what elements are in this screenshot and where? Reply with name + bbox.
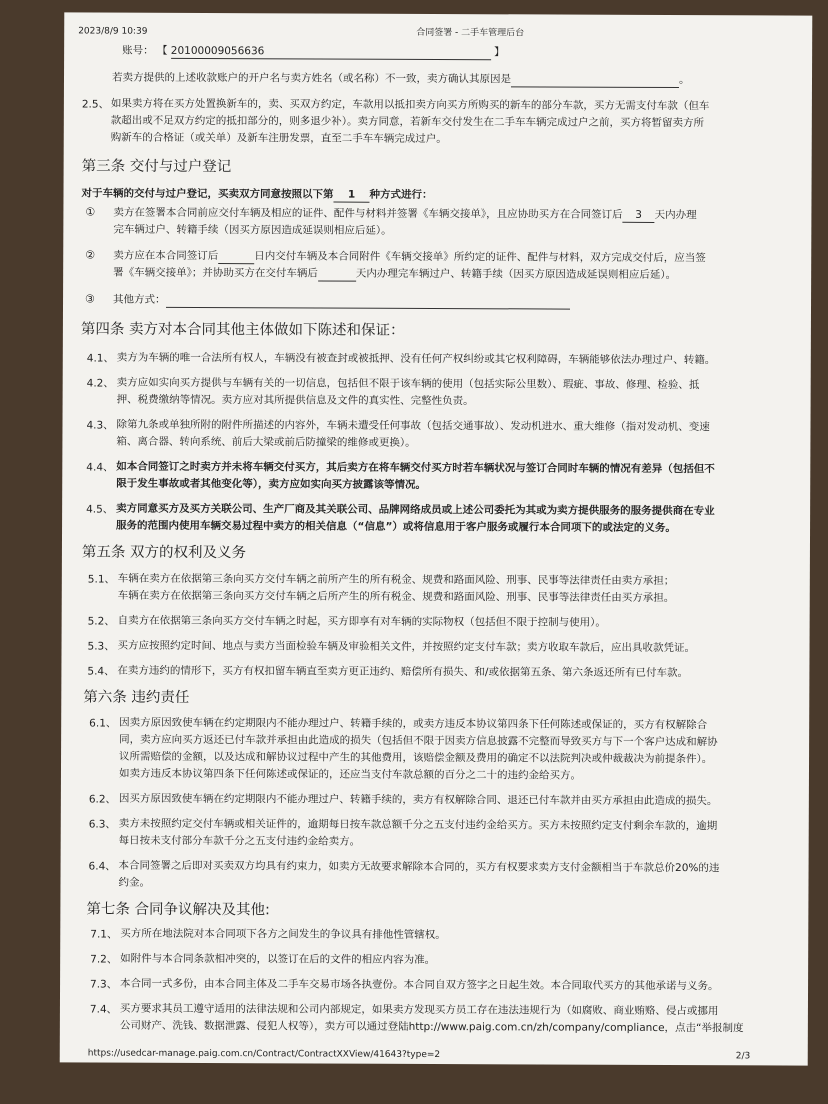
- clause-text: 因卖方原因致使车辆在约定期限内不能办理过户、转籍手续的，或卖方违反本协议第四条下任何陈述或保证的，买方有权解除合: [119, 716, 708, 732]
- clause-text: 箱、离合器、转向系统、前后大梁或前后防撞梁的维修或更换）。: [116, 435, 416, 449]
- page-header-title: 合同签署 - 二手车管理后台: [416, 27, 525, 39]
- option-marker: ②: [85, 248, 96, 262]
- clause-text: 卖方为车辆的唯一合法所有权人，车辆没有被查封或被抵押、没有任何产权纠纷或其它权利障碍，车辆能够依法办理过户、转籍。: [116, 351, 716, 367]
- clause-text: 自卖方在依据第三条向买方交付车辆之时起，买方即享有对车辆的实际物权（包括但不限于控制与使用）。: [117, 614, 606, 629]
- account-note-end: 。: [678, 74, 690, 87]
- clause-text: 买方所在地法院对本合同项下各方之间发生的争议具有排他性管辖权。: [120, 927, 446, 942]
- option-3-line: 其他方式：: [113, 293, 570, 310]
- clause-text: 服务的范围内使用车辆交易过程中卖方的相关信息（“信息”）或将信息用于客户服务或履行本合同项下的或法定的义务。: [116, 519, 676, 535]
- contract-page: [60, 12, 813, 1065]
- option-marker: ①: [85, 205, 96, 219]
- section-title: 第五条 双方的权利及义务: [81, 544, 247, 562]
- clause-number: 7.2、: [90, 953, 118, 966]
- clause-text: 本合同签署之后即对买卖双方均具有约束力，如卖方无故要求解除本合同的，买方有权要求卖方支付金额相当于车款总价20%的违: [118, 859, 720, 875]
- clause-text: 如附件与本合同条款相冲突的，以签订在后的文件的相应内容为准。: [120, 952, 436, 967]
- clause-text: 同，卖方应向买方返还已付车款并承担由此造成的损失（包括但不限于因卖方信息披露不完整而导致买方与下一个客户达成和解协: [119, 733, 718, 749]
- clause-text: 买方要求其员工遵守适用的法律法规和公司内部规定，如果卖方发现买方员工存在违法违规行为（如腐败、商业贿赂、侵占或挪用: [119, 1002, 719, 1018]
- handover-days: 3: [623, 208, 655, 223]
- clause-text: 车辆在卖方在依据第三条向买方交付车辆之前所产生的所有税金、规费和路面风险、刑事、民事等法律责任由卖方承担；: [117, 572, 675, 588]
- option-1-line: 卖方在签署本合同前应交付车辆及相应的证件、配件与材料并签署《车辆交接单》，且应协助买方在合同签订后 3 天内办理: [113, 206, 697, 222]
- option-2-line: 卖方应在本合同签订后 日内交付车辆及本合同附件《车辆交接单》所约定的证件、配件与材料，双方完成交付后，应当签: [113, 249, 706, 265]
- section-title: 第七条 合同争议解决及其他:: [86, 901, 270, 919]
- clause-number: 2.5、: [81, 98, 110, 111]
- clause-number: 5.1、: [87, 573, 116, 586]
- account-note: [112, 71, 690, 89]
- clause-text: 约金。: [118, 876, 151, 889]
- clause-number: 6.3、: [88, 818, 116, 831]
- clause-text: 如果卖方将在买方处置换新车的，卖、买双方约定，车款用以抵扣卖方向买方所购买的新车的部分车款，买方无需支付车款（但车: [110, 97, 710, 113]
- clause-text: 本合同一式多份，由本合同主体及二手车交易市场各执壹份。本合同自双方签字之日起生效。本合同取代买方的其他承诺与义务。: [120, 977, 719, 993]
- option-2-line-2: 署《车辆交接单》；并协助买方在交付车辆后 天内办理完车辆过户、转籍手续（因买方原因造成延误则相应后延）。: [113, 266, 677, 282]
- clause-number: 4.3、: [86, 419, 114, 432]
- clause-number: 5.3、: [87, 640, 115, 653]
- method-choice: 1: [333, 188, 369, 203]
- account-number: 20100009056636: [171, 44, 491, 60]
- clause-number: 4.1、: [86, 352, 115, 365]
- section-title: 第四条 卖方对本合同其他主体做如下陈述和保证：: [80, 321, 405, 339]
- clause-text: 买方应按照约定时间、地点与卖方当面检验车辆及审验相关文件，并按照约定支付车款；卖方收取车款后，应出具收款凭证。: [117, 639, 696, 655]
- clause-text: 除第九条或单独所附的附件所描述的内容外，车辆未遭受任何事故（包括交通事故）、发动机进水、重大维修（指对发动机、变速: [116, 418, 710, 434]
- clause-text: 购新车的合格证（或关单）及新车注册发票，直至二手车车辆完成过户。: [110, 131, 447, 146]
- clause-number: 5.2、: [87, 615, 115, 628]
- page-url: https://usedcar-manage.paig.com.cn/Contract/ContractXXView/41643?type=2: [87, 1048, 441, 1061]
- section3-intro: 对于车辆的交付与过户登记，买卖双方同意按照以下第 1 种方式进行：: [81, 187, 433, 201]
- account-left-bracket: 【: [156, 44, 168, 57]
- clause-number: 4.4、: [86, 461, 114, 474]
- clause-text: 公司财产、洗钱、数据泄露、侵犯人权等），卖方可以通过登陆http://www.paig.com.cn/zh/company/compliance，点击“举报制度: [119, 1019, 744, 1035]
- clause-number: 4.2、: [86, 377, 114, 390]
- clause-text: 卖方同意买方及买方关联公司、生产厂商及其关联公司、品牌网络成员或上述公司委托为其或为卖方提供服务的服务提供商在专业: [116, 502, 715, 518]
- clause-text: 如本合同签订之时卖方并未将车辆交付买方，其后卖方在将车辆交付买方时若车辆状况与签订合同时车辆的情况有差异（包括但不: [116, 460, 715, 476]
- account-row: [122, 44, 505, 61]
- clause-text: 款超出或不足双方约定的抵扣部分的，则多退少补）。卖方同意，若新车交付发生在二手车车辆完成过户之前，买方将暂留卖方所: [110, 114, 705, 130]
- clause-text: 卖方应如实向买方提供与车辆有关的一切信息，包括但不限于该车辆的使用（包括实际公里数）、瑕疵、事故、修理、检验、抵: [116, 376, 700, 392]
- clause-number: 7.3、: [90, 978, 118, 991]
- print-date: 2023/8/9 10:39: [78, 26, 148, 37]
- clause-number: 6.4、: [88, 860, 116, 873]
- clause-number: 5.4、: [87, 665, 115, 678]
- account-note-text: 若卖方提供的上述收款账户的开户名与卖方姓名（或名称）不一致，卖方确认其原因是: [111, 71, 512, 86]
- clause-text: 每日按未支付部分车款千分之五支付违约金给卖方。: [118, 834, 361, 848]
- option-1-line-2: 完车辆过户、转籍手续（因买方原因造成延误则相应后延）。: [113, 223, 392, 237]
- clause-text: 在卖方违约的情形下，买方有权扣留车辆直至卖方更正违约、赔偿所有损失、和/或依据第五条、第六条返还所有已付车款。: [117, 664, 688, 680]
- clause-text: 如卖方违反本协议第四条下任何陈述或保证的，还应当支付车款总额的百分之二十的违约金给买方。: [118, 767, 581, 782]
- clause-number: 7.4、: [89, 1003, 118, 1016]
- option-marker: ③: [85, 292, 95, 306]
- clause-text: 因买方原因致使车辆在约定期限内不能办理过户、转籍手续的，卖方有权解除合同、退还已付车款并由买方承担由此造成的损失。: [118, 792, 718, 808]
- clause-number: 4.5、: [86, 503, 114, 516]
- clause-number: 7.1、: [90, 928, 118, 941]
- account-label: 账号：: [122, 44, 154, 57]
- clause-number: 6.2、: [88, 793, 117, 806]
- clause-text: 卖方未按照约定交付车辆或相关证件的，逾期每日按车款总额千分之五支付违约金给买方。买方未按照约定支付剩余车款的，逾期: [118, 817, 718, 833]
- clause-text: 车辆在卖方在依据第三条向买方交付车辆之后所产生的所有税金、规费和路面风险、刑事、民事等法律责任由买方承担。: [117, 589, 675, 605]
- clause-text: 议所需赔偿的金额，以及达成和解协议过程中产生的其他费用，该赔偿金额及费用的确定不以法院判决或仲裁裁决为前提条件）。: [119, 750, 713, 766]
- account-right-bracket: 】: [494, 46, 505, 59]
- section-title: 第六条 违约责任: [83, 689, 190, 706]
- page-number: 2/3: [735, 1051, 751, 1062]
- section-title: 第三条 交付与过户登记: [81, 158, 232, 176]
- clause-text: 限于发生事故或者其他变化等），卖方应如实向买方披露该等情况。: [116, 477, 427, 491]
- clause-text: 押、税费缴纳等情况。卖方应对其所提供信息及文件的真实性、完整性负责。: [116, 393, 474, 408]
- clause-number: 6.1、: [89, 717, 117, 730]
